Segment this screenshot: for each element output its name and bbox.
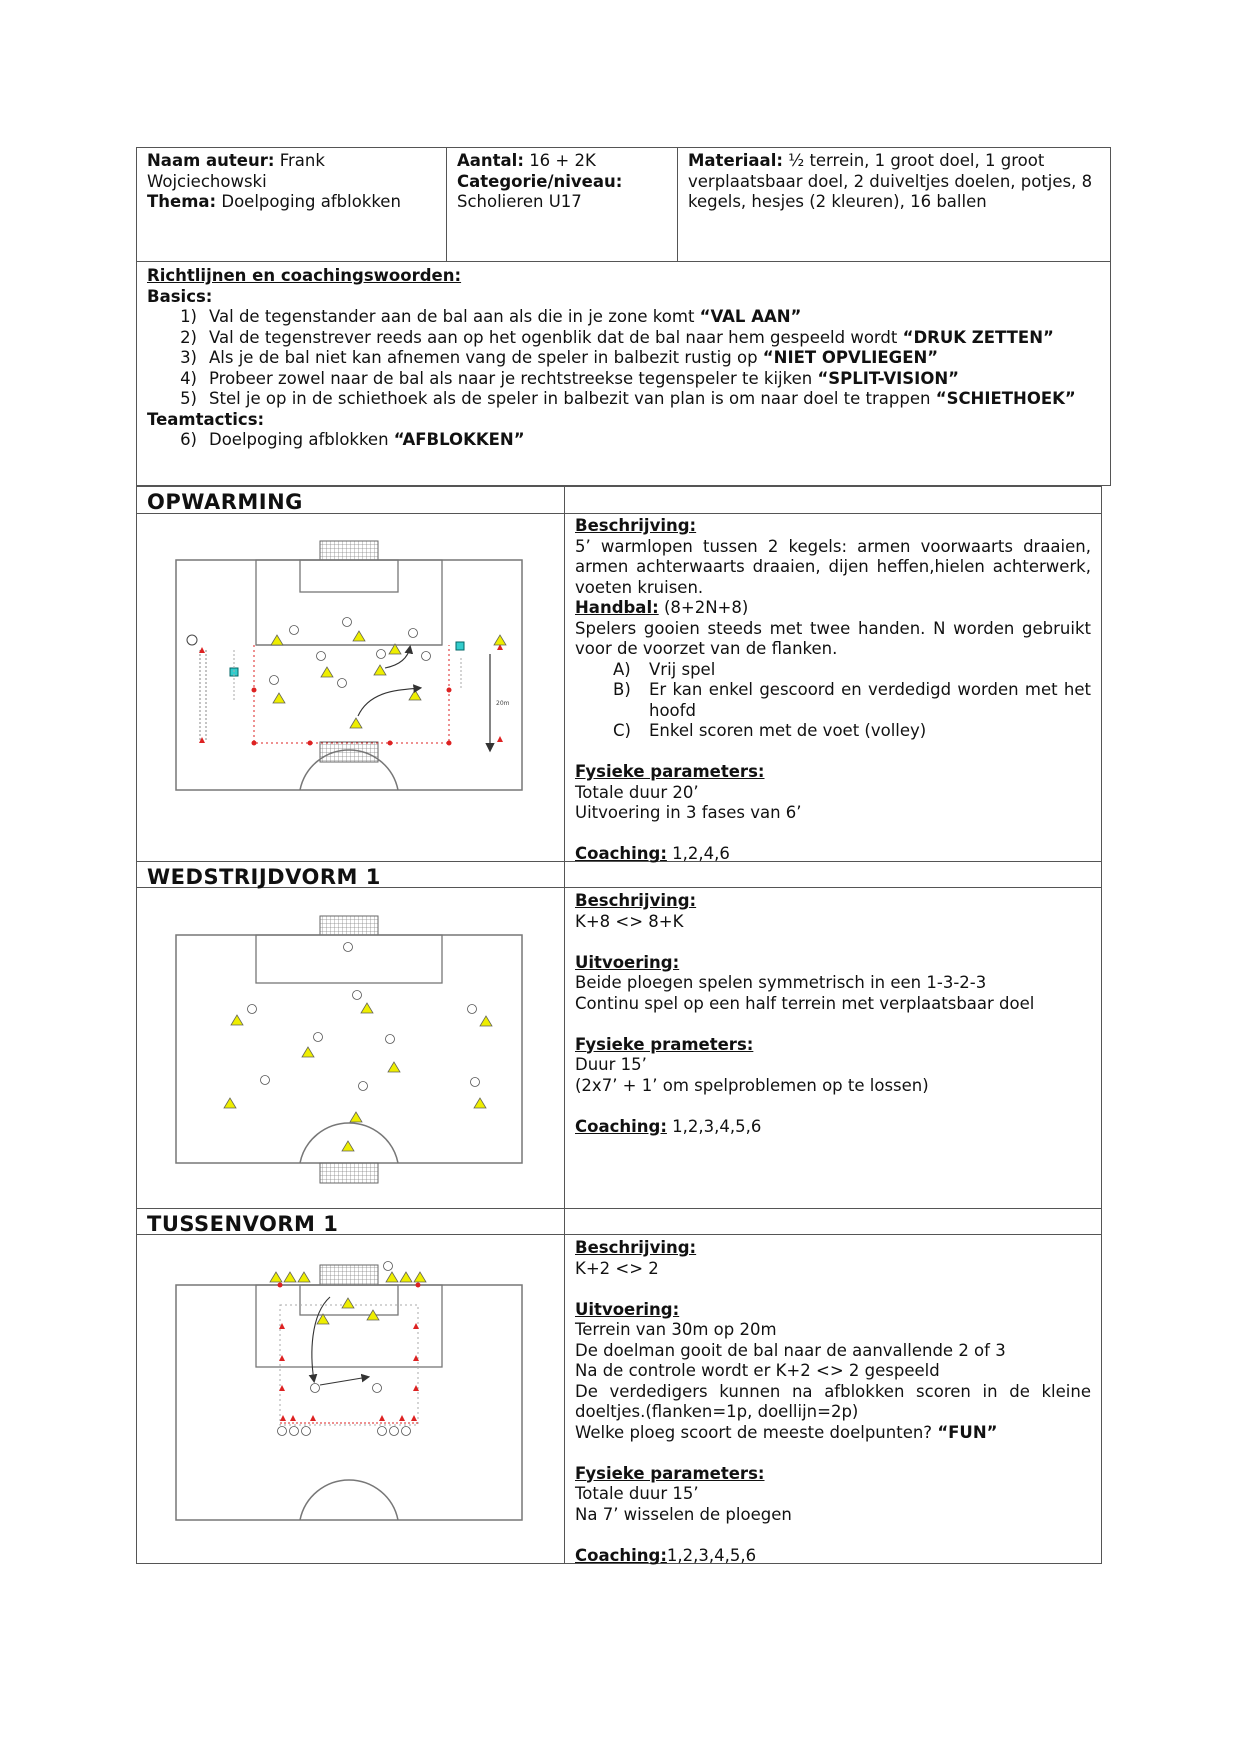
category-value: Scholieren U17 — [457, 192, 582, 211]
guidelines-content — [137, 264, 1110, 453]
item-text: Probeer zowel naar de bal als naar je rechtstreekse tegenspeler te kijken — [209, 368, 818, 388]
list-text — [209, 369, 1098, 390]
item-text: Val de tegenstrever reeds aan op het ogenblik dat de bal naar hem gespeeld wordt — [209, 327, 903, 347]
item-keyword: “VAL AAN” — [699, 307, 802, 326]
warmup-coaching-label: Coaching: — [575, 844, 667, 863]
inter1-exec-4: De verdedigers kunnen na afblokken scoren in de kleine doeltjes.(flanken=1p, doellijn=2p) — [575, 1381, 1091, 1421]
handbal-value: (8+2N+8) — [658, 598, 749, 617]
list-number: 5) — [180, 389, 197, 408]
inter1-desc: K+2 <> 2 — [575, 1258, 659, 1278]
match1-coaching-value: 1,2,3,4,5,6 — [666, 1116, 762, 1136]
item-keyword: “SCHIETHOEK” — [935, 389, 1076, 408]
match1-exec-label: Uitvoering: — [575, 952, 680, 972]
item-keyword: “SPLIT-VISION” — [817, 368, 960, 388]
match1-coaching-label: Coaching: — [575, 1116, 667, 1136]
warmup-desc: 5’ warmlopen tussen 2 kegels: armen voorwaarts draaien, armen achterwaarts draaien, dijen heffen,hielen achterwerk, voeten kruisen. — [575, 536, 1091, 597]
top-goal-net — [320, 916, 378, 935]
teamtactics-label: Teamtactics: — [147, 409, 265, 429]
list-text — [209, 430, 1098, 451]
inter1-coaching-label: Coaching: — [575, 1545, 667, 1565]
list-number: 3) — [180, 348, 197, 367]
match1-phys-1: Duur 15’ — [575, 1055, 647, 1074]
bottom-goal-net — [320, 1163, 378, 1183]
count-cell — [447, 149, 677, 215]
match1-desc: K+8 <> 8+K — [575, 911, 684, 931]
list-item — [161, 369, 1098, 390]
inter1-exec-2: De doelman gooit de bal naar de aanvallende 2 of 3 — [575, 1340, 1006, 1360]
match1-exec-1: Beide ploegen spelen symmetrisch in een 1-3-2-3 — [575, 973, 987, 992]
inter1-desc-label: Beschrijving: — [575, 1238, 697, 1257]
option-letter: C) — [613, 721, 631, 740]
inter1-coaching-value: 1,2,3,4,5,6 — [666, 1545, 757, 1565]
count-label: Aantal: — [457, 151, 524, 170]
warmup-coaching-value: 1,2,4,6 — [666, 844, 730, 863]
inter1-phys-label: Fysieke parameters: — [575, 1463, 765, 1483]
bottom-arc — [300, 1480, 398, 1520]
list-item — [161, 389, 1098, 410]
warmup-phys-2: Uitvoering in 3 fases van 6’ — [575, 803, 802, 822]
list-item — [161, 328, 1098, 349]
option-text: Enkel scoren met de voet (volley) — [649, 721, 927, 740]
list-item — [161, 307, 1098, 328]
pitch-outline — [176, 935, 522, 1163]
list-text — [209, 348, 1098, 369]
count-value: 16 + 2K — [529, 151, 596, 170]
warmup-phys-1: Totale duur 20’ — [575, 782, 699, 802]
inter1-exec-label: Uitvoering: — [575, 1299, 680, 1319]
option-text: Er kan enkel gescoord en verdedigd worden met het hoofd — [649, 680, 1091, 720]
warmup-desc-label: Beschrijving: — [575, 516, 697, 535]
theme-value: Doelpoging afblokken — [221, 192, 401, 211]
inter1-phys-2: Na 7’ wisselen de ploegen — [575, 1504, 792, 1524]
basics-label: Basics: — [147, 286, 213, 306]
top-penalty-box — [256, 935, 442, 983]
theme-label: Thema: — [147, 192, 217, 211]
warmup-options — [575, 660, 1091, 742]
option-letter: A) — [613, 659, 631, 679]
warmup-diagram — [170, 540, 540, 802]
category-label: Categorie/niveau: — [457, 171, 623, 191]
distance-label: 20m — [496, 700, 510, 707]
list-item — [161, 348, 1098, 369]
bottom-goal-net — [320, 742, 378, 762]
warmup-text — [565, 514, 1101, 867]
option-item — [575, 721, 1091, 742]
material-label: Materiaal: — [688, 151, 783, 170]
inter1-exec-5: Welke ploeg scoort de meeste doelpunten? — [575, 1422, 938, 1442]
match1-title: WEDSTRIJDVORM 1 — [147, 865, 381, 889]
handbal-text: Spelers gooien steeds met twee handen. N worden gebruikt voor de voorzet van de flanken. — [575, 618, 1091, 658]
material-cell — [678, 149, 1110, 215]
match1-text — [565, 889, 1101, 1139]
match1-phys-label: Fysieke prameters: — [575, 1034, 754, 1054]
option-item — [575, 680, 1091, 721]
item-text: Als je de bal niet kan afnemen vang de speler in balbezit rustig op — [209, 348, 763, 367]
option-text: Vrij spel — [649, 659, 716, 679]
list-text — [209, 307, 1098, 328]
list-number: 1) — [180, 307, 197, 326]
list-number: 2) — [180, 327, 197, 347]
top-goal-net — [320, 541, 378, 560]
handbal-label: Handbal: — [575, 598, 659, 617]
option-item — [575, 660, 1091, 681]
list-number: 6) — [180, 430, 197, 449]
item-keyword: “NIET OPVLIEGEN” — [762, 348, 939, 367]
inter1-title: TUSSENVORM 1 — [147, 1212, 339, 1236]
item-keyword: “DRUK ZETTEN” — [902, 327, 1054, 347]
match1-exec-2: Continu spel op een half terrein met verplaatsbaar doel — [575, 993, 1035, 1013]
guidelines-title: Richtlijnen en coachingswoorden: — [147, 266, 462, 285]
author-value: Frank Wojciechowski — [147, 151, 325, 191]
top-penalty-box — [256, 1285, 442, 1367]
match1-desc-label: Beschrijving: — [575, 891, 697, 910]
warmup-phys-label: Fysieke parameters: — [575, 762, 765, 781]
item-text: Doelpoging afblokken — [209, 430, 394, 449]
basics-list — [147, 307, 1100, 410]
inter1-text — [565, 1236, 1101, 1568]
inter1-exec-keyword: “FUN” — [937, 1422, 998, 1442]
inter1-exec-3: Na de controle wordt er K+2 <> 2 gespeeld — [575, 1361, 940, 1380]
list-text — [209, 389, 1098, 410]
match1-diagram — [170, 915, 540, 1190]
option-letter: B) — [613, 680, 631, 699]
teamtactics-list — [147, 430, 1100, 451]
inter1-diagram — [170, 1255, 540, 1545]
material-value: ½ terrein, 1 groot doel, 1 groot verplaatsbaar doel, 2 duiveltjes doelen, potjes, 8 kegels, hesjes (2 kleuren), 16 ballen — [688, 151, 1093, 211]
item-text: Val de tegenstander aan de bal aan als die in je zone komt — [209, 307, 700, 326]
list-number: 4) — [180, 368, 197, 388]
author-label: Naam auteur: — [147, 151, 275, 170]
top-goal-box — [300, 560, 398, 592]
top-goal-net — [320, 1265, 378, 1285]
author-cell — [137, 149, 446, 215]
list-item — [161, 430, 1098, 451]
item-text: Stel je op in de schiethoek als de speler in balbezit van plan is om naar doel te trappen — [209, 389, 936, 408]
inter1-exec-1: Terrein van 30m op 20m — [575, 1320, 777, 1339]
inter1-phys-1: Totale duur 15’ — [575, 1484, 699, 1503]
match1-phys-2: (2x7’ + 1’ om spelproblemen op te lossen) — [575, 1075, 929, 1095]
item-keyword: “AFBLOKKEN” — [393, 430, 525, 449]
list-text — [209, 328, 1098, 349]
pitch-outline — [176, 1285, 522, 1520]
warmup-title: OPWARMING — [147, 490, 303, 514]
